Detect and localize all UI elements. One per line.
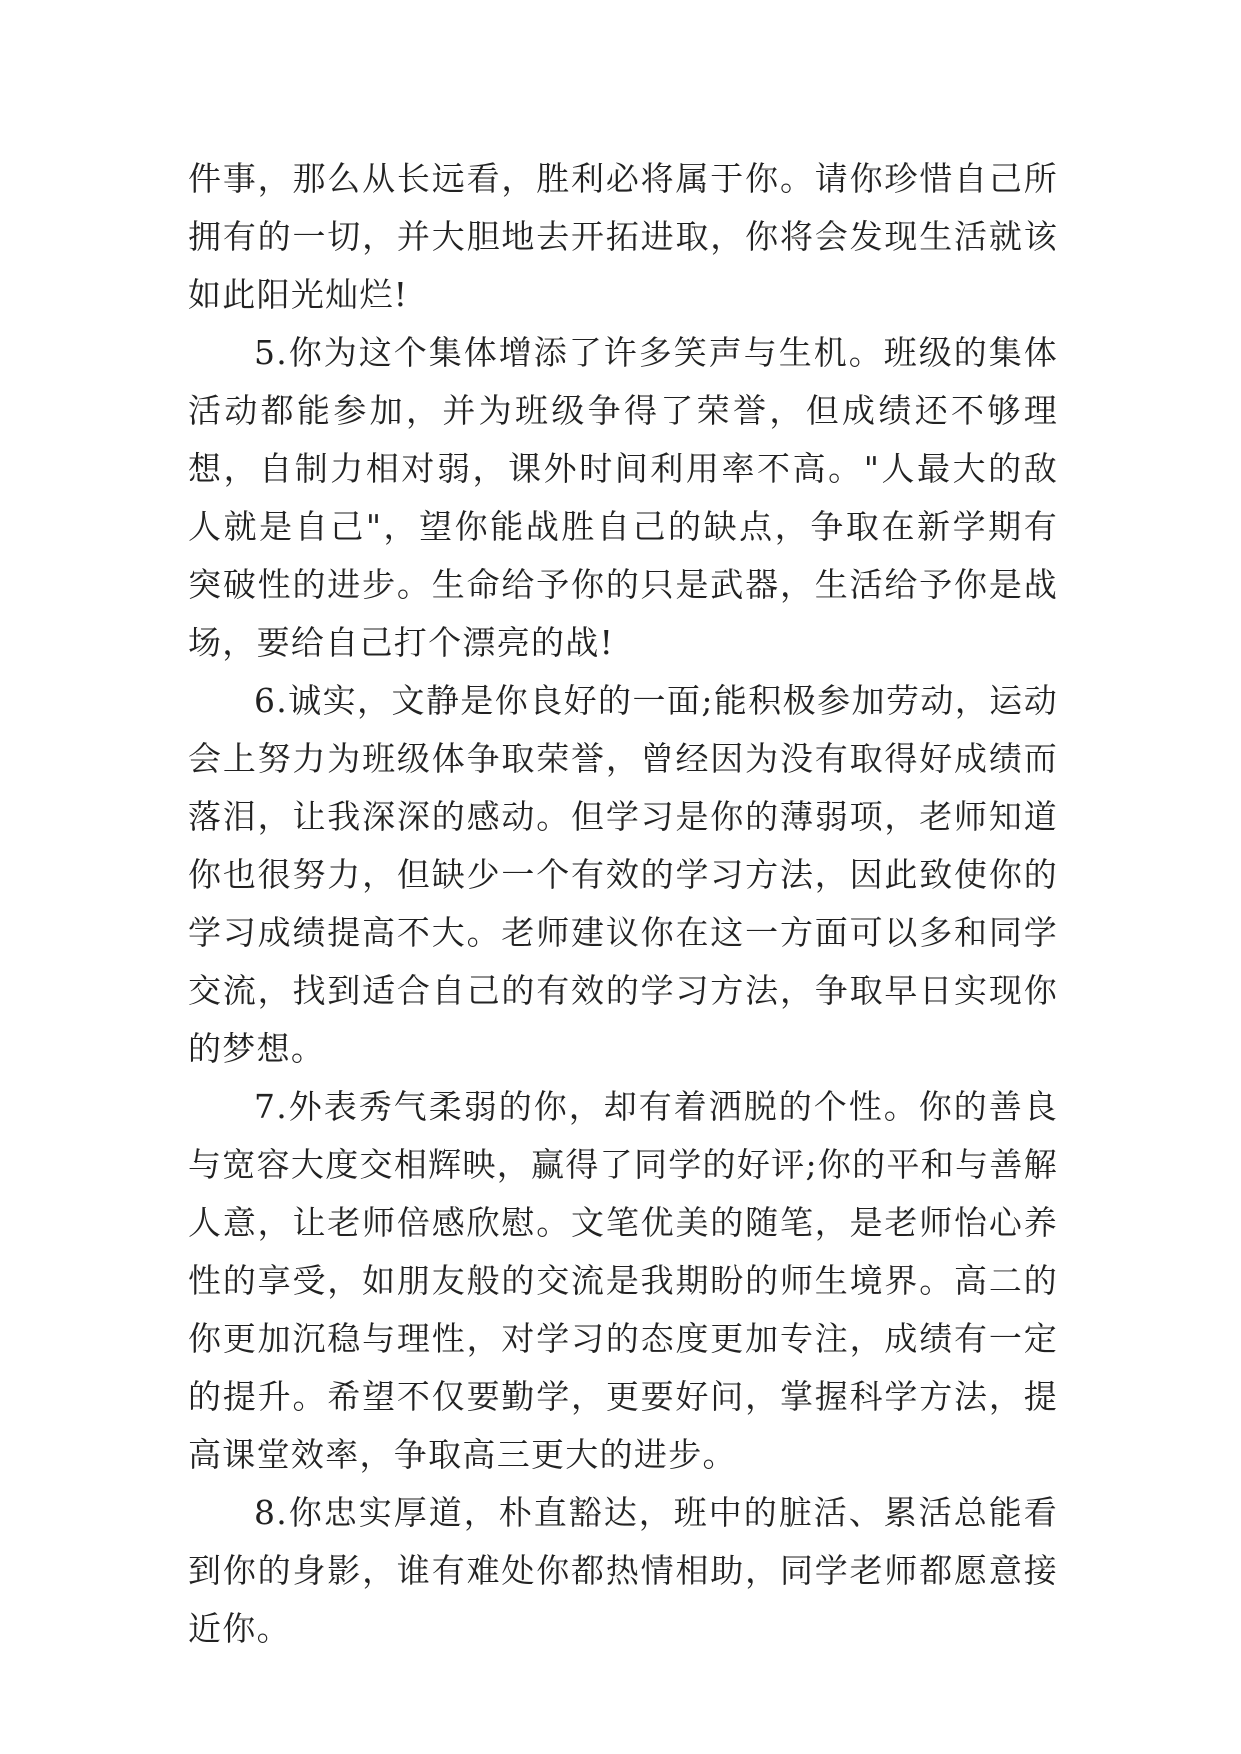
document-page (188, 150, 1058, 1658)
paragraph-5: 5.你为这个集体增添了许多笑声与生机。班级的集体活动都能参加，并为班级争得了荣誉，但成绩还不够理想，自制力相对弱，课外时间利用率不高。"人最大的敌人就是自己"，望你能战胜自己的缺点，争取在新学期有突破性的进步。生命给予你的只是武器，生活给予你是战场，要给自己打个漂亮的战! (188, 333, 1058, 662)
paragraph-7: 7.外表秀气柔弱的你，却有着洒脱的个性。你的善良与宽容大度交相辉映，赢得了同学的好评;你的平和与善解人意，让老师倍感欣慰。文笔优美的随笔，是老师怡心养性的享受，如朋友般的交流是我期盼的师生境界。高二的你更加沉稳与理性，对学习的态度更加专注，成绩有一定的提升。希望不仅要勤学，更要好问，掌握科学方法，提高课堂效率，争取高三更大的进步。 (188, 1087, 1058, 1474)
paragraph-6: 6.诚实，文静是你良好的一面;能积极参加劳动，运动会上努力为班级体争取荣誉，曾经因为没有取得好成绩而落泪，让我深深的感动。但学习是你的薄弱项，老师知道你也很努力，但缺少一个有效的学习方法，因此致使你的学习成绩提高不大。老师建议你在这一方面可以多和同学交流，找到适合自己的有效的学习方法，争取早日实现你的梦想。 (188, 681, 1058, 1068)
paragraph-continued: 件事，那么从长远看，胜利必将属于你。请你珍惜自己所拥有的一切，并大胆地去开拓进取，你将会发现生活就该如此阳光灿烂! (188, 159, 1058, 314)
paragraph-8: 8.你忠实厚道，朴直豁达，班中的脏活、累活总能看到你的身影，谁有难处你都热情相助，同学老师都愿意接近你。 (188, 1493, 1058, 1648)
